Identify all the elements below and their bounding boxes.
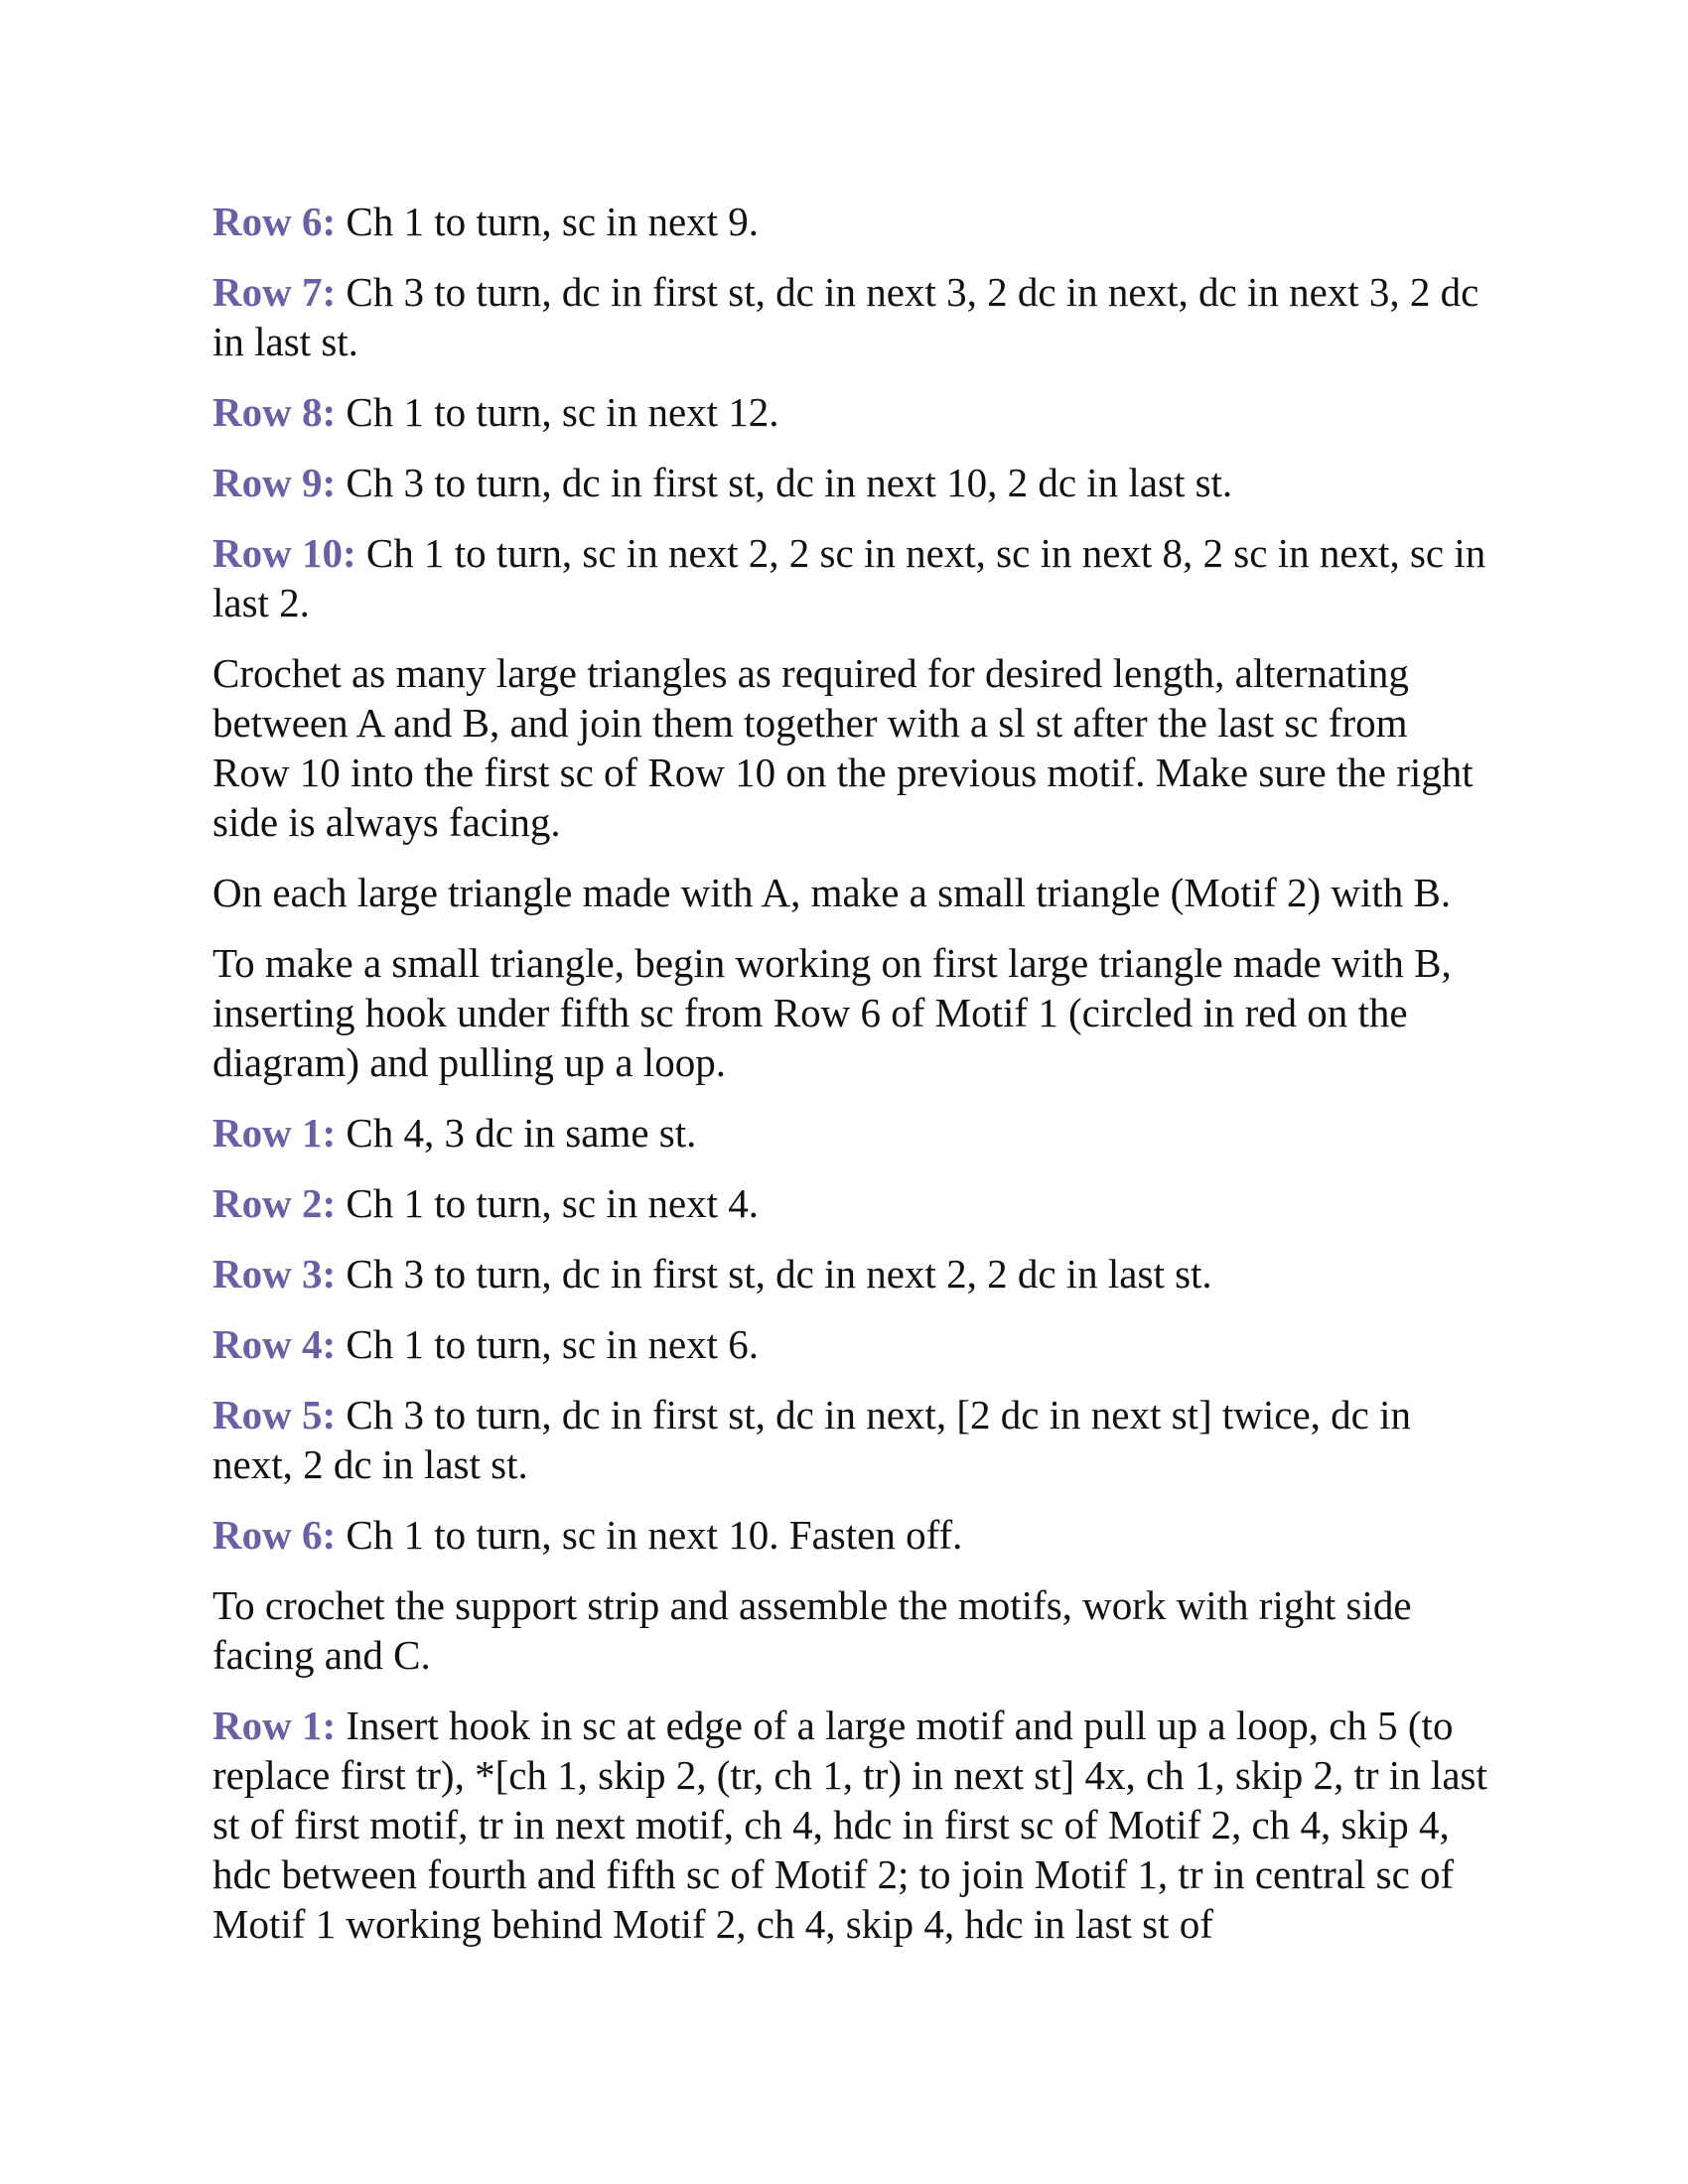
instruction-paragraph-join-triangles bbox=[212, 648, 1493, 847]
row-instruction: Ch 3 to turn, dc in first st, dc in next 3, 2 dc in next, dc in next 3, 2 dc in last st. bbox=[212, 269, 1479, 364]
pattern-row-8 bbox=[212, 387, 1493, 437]
motif2-row-5 bbox=[212, 1390, 1493, 1489]
motif2-row-6 bbox=[212, 1510, 1493, 1560]
row-label: Row 7: bbox=[212, 269, 337, 315]
row-label: Row 4: bbox=[212, 1321, 337, 1367]
motif2-row-1 bbox=[212, 1108, 1493, 1158]
row-instruction: Ch 3 to turn, dc in first st, dc in next, [2 dc in next st] twice, dc in next, 2 dc in last st. bbox=[212, 1392, 1412, 1487]
document-page bbox=[212, 197, 1493, 1970]
instruction-paragraph-make-small-triangle bbox=[212, 938, 1493, 1087]
row-instruction: Ch 1 to turn, sc in next 12. bbox=[336, 389, 779, 435]
paragraph-text: To make a small triangle, begin working on first large triangle made with B, inserting hook under fifth sc from Row 6 of Motif 1 (circled in red on the diagram) and pulling up a loop. bbox=[212, 940, 1452, 1085]
row-instruction: Ch 1 to turn, sc in next 6. bbox=[336, 1321, 760, 1367]
strip-row-1 bbox=[212, 1701, 1493, 1949]
row-instruction: Ch 1 to turn, sc in next 9. bbox=[336, 199, 760, 244]
pattern-row-7 bbox=[212, 267, 1493, 366]
row-instruction: Ch 4, 3 dc in same st. bbox=[336, 1110, 697, 1156]
paragraph-text: To crochet the support strip and assemble the motifs, work with right side facing and C. bbox=[212, 1582, 1412, 1678]
row-instruction: Ch 1 to turn, sc in next 10. Fasten off. bbox=[336, 1512, 963, 1558]
row-label: Row 1: bbox=[212, 1110, 337, 1156]
paragraph-text: Crochet as many large triangles as required for desired length, alternating between A and B, and join them together with a sl st after the last sc from Row 10 into the first sc of Row 10 on the previous motif. Make sure the right side is always facing. bbox=[212, 650, 1474, 845]
row-label: Row 1: bbox=[212, 1703, 337, 1748]
row-instruction: Ch 1 to turn, sc in next 4. bbox=[336, 1180, 760, 1226]
pattern-row-6 bbox=[212, 197, 1493, 246]
instruction-paragraph-support-strip bbox=[212, 1580, 1493, 1680]
motif2-row-4 bbox=[212, 1319, 1493, 1369]
row-label: Row 10: bbox=[212, 530, 356, 576]
row-label: Row 5: bbox=[212, 1392, 337, 1437]
row-instruction: Ch 3 to turn, dc in first st, dc in next 2, 2 dc in last st. bbox=[336, 1251, 1212, 1297]
row-label: Row 9: bbox=[212, 460, 337, 505]
row-label: Row 8: bbox=[212, 389, 337, 435]
motif2-row-3 bbox=[212, 1249, 1493, 1298]
paragraph-text: On each large triangle made with A, make a small triangle (Motif 2) with B. bbox=[212, 870, 1452, 915]
motif2-row-2 bbox=[212, 1178, 1493, 1228]
pattern-row-10 bbox=[212, 528, 1493, 627]
row-instruction: Ch 1 to turn, sc in next 2, 2 sc in next, sc in next 8, 2 sc in next, sc in last 2. bbox=[212, 530, 1486, 625]
row-label: Row 2: bbox=[212, 1180, 337, 1226]
row-label: Row 6: bbox=[212, 199, 337, 244]
row-instruction: Insert hook in sc at edge of a large motif and pull up a loop, ch 5 (to replace first tr), *[ch 1, skip 2, (tr, ch 1, tr) in next st] 4x, ch 1, skip 2, tr in last st of first motif, tr in next motif, ch 4, hdc in first sc of Motif 2, ch 4, skip 4, hdc between fourth and fifth sc of Motif 2; to join Motif 1, tr in central sc of Motif 1 working behind Motif 2, ch 4, skip 4, hdc in last st of bbox=[212, 1703, 1487, 1947]
row-instruction: Ch 3 to turn, dc in first st, dc in next 10, 2 dc in last st. bbox=[336, 460, 1233, 505]
instruction-paragraph-small-triangle bbox=[212, 868, 1493, 917]
pattern-row-9 bbox=[212, 458, 1493, 507]
row-label: Row 3: bbox=[212, 1251, 337, 1297]
row-label: Row 6: bbox=[212, 1512, 337, 1558]
